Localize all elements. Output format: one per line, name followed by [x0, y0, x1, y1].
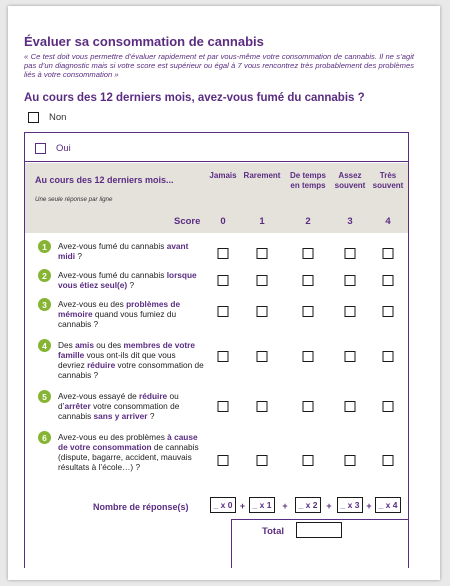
multiplier-box-2[interactable]: _ x 2 [295, 497, 321, 513]
answer-checkbox-q6-score2[interactable] [303, 455, 314, 466]
question-text [58, 241, 204, 261]
answer-checkbox-q5-score2[interactable] [303, 401, 314, 412]
plus-sign: + [239, 501, 246, 511]
option-yes[interactable] [35, 143, 71, 154]
question-keyword: réduire [139, 391, 168, 401]
question-keyword: arrêter [64, 401, 91, 411]
multiplier-box-4[interactable]: _ x 4 [375, 497, 401, 513]
answer-checkbox-q1-score0[interactable] [218, 248, 229, 259]
question-keyword: membres de votre famille [58, 340, 195, 360]
question-number-badge: 3 [38, 298, 51, 311]
total-input[interactable] [296, 522, 342, 538]
question-text [58, 340, 204, 380]
question-number-badge: 2 [38, 269, 51, 282]
column-header-2 [290, 171, 326, 191]
option-no-checkbox[interactable] [28, 112, 39, 123]
answer-checkbox-q5-score1[interactable] [257, 401, 268, 412]
question-number-badge: 5 [38, 390, 51, 403]
answer-checkbox-q5-score0[interactable] [218, 401, 229, 412]
answer-checkbox-q4-score1[interactable] [257, 351, 268, 362]
column-header-line1: Assez [338, 171, 362, 180]
column-header-line1: Très [379, 171, 397, 180]
column-header-0 [209, 171, 236, 181]
question-number-badge: 6 [38, 431, 51, 444]
intro-text: « Ce test doit vous permettre d’évaluer rapidement et par vous-même votre consommation de cannabis. Il ne s’agit pas d’un diagnostic mais si votre score est supérieur ou égal à 7 vous rencontrez très probablement des problèmes liés à votre consommation » [24, 52, 414, 79]
answer-checkbox-q6-score1[interactable] [257, 455, 268, 466]
answer-checkbox-q1-score3[interactable] [345, 248, 356, 259]
question-keyword: lorsque vous étiez seul(e) [58, 270, 197, 290]
answer-checkbox-q6-score3[interactable] [345, 455, 356, 466]
answer-checkbox-q3-score3[interactable] [345, 306, 356, 317]
answer-checkbox-q5-score3[interactable] [345, 401, 356, 412]
answer-checkbox-q4-score2[interactable] [303, 351, 314, 362]
answer-count-label: Nombre de réponse(s) [93, 502, 189, 512]
column-score-1: 1 [259, 216, 265, 227]
column-header-4 [373, 171, 404, 191]
question-fragment: ? [147, 411, 155, 421]
column-header-line1: Rarement [243, 171, 281, 180]
question-fragment: votre consommation de cannabis ? [58, 360, 204, 380]
main-question-suffix: ? [354, 92, 365, 104]
option-yes-checkbox[interactable] [35, 143, 46, 154]
page-title: Évaluer sa consommation de cannabis [24, 34, 264, 49]
column-header-line2: en temps [290, 181, 326, 190]
column-header-line1: Jamais [209, 171, 237, 180]
answer-checkbox-q3-score4[interactable] [383, 306, 394, 317]
question-fragment: Avez-vous eu des [58, 299, 127, 309]
question-fragment: Avez-vous fumé du cannabis [58, 270, 167, 280]
question-fragment: votre consommation de cannabis [58, 401, 180, 421]
answer-checkbox-q5-score4[interactable] [383, 401, 394, 412]
question-keyword: problèmes de mémoire [58, 299, 181, 319]
question-keyword: avant midi [58, 241, 189, 261]
question-keyword: sans y arriver [93, 411, 148, 421]
question-fragment: ou d’ [58, 391, 179, 411]
answer-checkbox-q1-score1[interactable] [257, 248, 268, 259]
answer-checkbox-q2-score0[interactable] [218, 275, 229, 286]
option-no-label: Non [49, 112, 67, 123]
answer-checkbox-q2-score4[interactable] [383, 275, 394, 286]
column-header-line2: souvent [372, 181, 404, 190]
question-fragment: quand vous fumiez du cannabis ? [58, 309, 177, 329]
column-score-2: 2 [305, 216, 311, 227]
column-score-4: 4 [385, 216, 391, 227]
column-header-line2: souvent [334, 181, 366, 190]
column-score-0: 0 [220, 216, 226, 227]
answer-checkbox-q1-score2[interactable] [303, 248, 314, 259]
question-keyword: à cause de votre consommation [58, 432, 198, 452]
multiplier-box-0[interactable]: _ x 0 [210, 497, 236, 513]
multiplier-box-3[interactable]: _ x 3 [337, 497, 363, 513]
main-question [24, 92, 365, 104]
column-score-3: 3 [347, 216, 353, 227]
plus-sign: + [366, 501, 372, 511]
period-label: Au cours des 12 derniers mois... [35, 175, 174, 185]
question-keyword: réduire [87, 360, 116, 370]
question-text [58, 270, 204, 290]
question-fragment: ? [127, 280, 135, 290]
question-keyword: amis [75, 340, 94, 350]
single-answer-note: Une seule réponse par ligne [35, 196, 113, 203]
multiplier-box-1[interactable]: _ x 1 [249, 497, 275, 513]
main-question-keyword: cannabis [304, 92, 355, 104]
answer-checkbox-q2-score3[interactable] [345, 275, 356, 286]
answer-checkbox-q3-score1[interactable] [257, 306, 268, 317]
question-fragment: ou des [93, 340, 124, 350]
score-row-label: Score [174, 216, 201, 227]
total-label: Total [262, 526, 284, 537]
answer-checkbox-q6-score0[interactable] [218, 455, 229, 466]
answer-checkbox-q3-score2[interactable] [303, 306, 314, 317]
column-header-3 [335, 171, 366, 191]
answer-checkbox-q1-score4[interactable] [383, 248, 394, 259]
option-yes-label: Oui [56, 143, 71, 154]
answer-checkbox-q2-score2[interactable] [303, 275, 314, 286]
main-question-prefix: Au cours des 12 derniers mois, avez-vous fumé du [24, 92, 305, 104]
question-fragment: Avez-vous fumé du cannabis [58, 241, 167, 251]
question-fragment: de cannabis (dispute, bagarre, accident, mauvais résultats à l’école…) ? [58, 442, 199, 472]
plus-sign: + [282, 501, 288, 511]
answer-checkbox-q2-score1[interactable] [257, 275, 268, 286]
answer-checkbox-q4-score0[interactable] [218, 351, 229, 362]
question-fragment: Avez-vous essayé de [58, 391, 140, 401]
question-text [58, 391, 204, 421]
answer-checkbox-q6-score4[interactable] [383, 455, 394, 466]
answer-checkbox-q4-score4[interactable] [383, 351, 394, 362]
column-header-line1: De temps [289, 171, 327, 180]
question-fragment: Avez-vous eu des problèmes [58, 432, 168, 442]
question-number-badge: 4 [38, 339, 51, 352]
question-fragment: vous ont-ils dit que vous devriez [58, 350, 176, 370]
question-fragment: Des [58, 340, 76, 350]
question-fragment: ? [75, 251, 82, 261]
question-text [58, 432, 204, 472]
answer-checkbox-q3-score0[interactable] [218, 306, 229, 317]
plus-sign: + [326, 501, 332, 511]
column-header-1 [244, 171, 281, 181]
panel-divider [25, 161, 408, 162]
answer-checkbox-q4-score3[interactable] [345, 351, 356, 362]
question-text [58, 299, 204, 329]
option-no[interactable] [28, 112, 66, 123]
question-number-badge: 1 [38, 240, 51, 253]
